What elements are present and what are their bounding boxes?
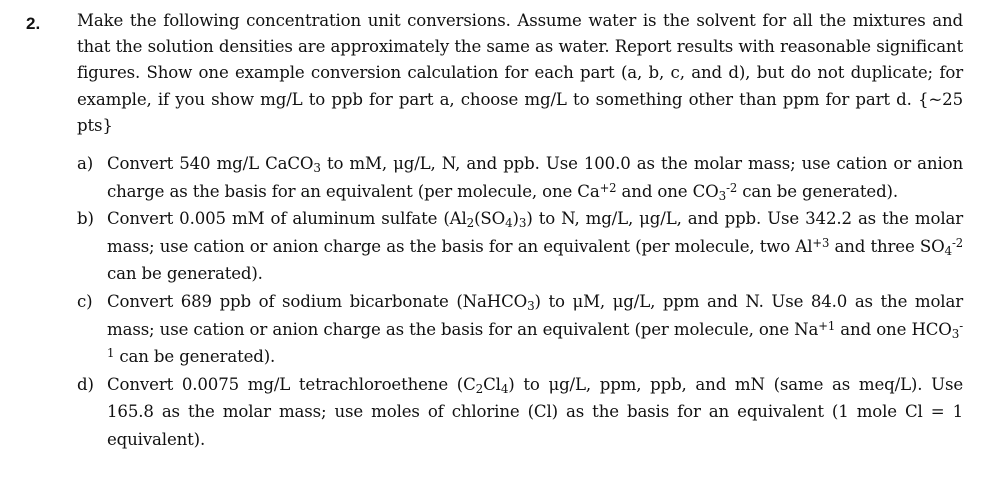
text-run: can be generated). [114, 347, 276, 367]
subscript: 4 [505, 216, 513, 231]
question-number: 2. [26, 14, 41, 33]
text-run: can be generated). [737, 181, 899, 201]
text-run: (SO [474, 209, 506, 229]
text-run: ) to μM, μg/L, ppm and N. Use 84.0 as the molar mass; use cation or anion charge as the basis for an equivalent (per molecule, one Na [107, 291, 963, 339]
part-label: c) [77, 291, 93, 311]
parts-list [77, 150, 963, 454]
subscript: 3 [951, 326, 960, 341]
superscript: +2 [599, 180, 617, 195]
subscript: 3 [313, 160, 321, 175]
text-run: Convert 0.005 mM of aluminum sulfate (Al [107, 209, 467, 229]
text-run: and three SO [829, 236, 945, 256]
text-run: Convert 540 mg/L CaCO [107, 154, 314, 173]
text-run: ) to N, mg/L, μg/L, and ppb. Use 342.2 as the molar mass; use cation or anion charge as the basis for an equivalent (per molecule, two Al [107, 209, 964, 256]
subscript: 3 [527, 298, 535, 313]
text-run: Cl [483, 374, 501, 394]
part-text [107, 205, 963, 288]
superscript: +1 [818, 318, 836, 333]
part-text [107, 150, 963, 205]
part-b [77, 205, 963, 288]
part-label: a) [77, 154, 94, 173]
text-run: ) [512, 209, 519, 229]
subscript: 4 [944, 243, 952, 258]
superscript: -1 [107, 318, 963, 360]
subscript: 2 [475, 381, 484, 396]
text-run: and one HCO [835, 319, 952, 339]
question-intro: Make the following concentration unit conversions. Assume water is the solvent for all the mixtures and that the solution densities are approximately the same as water. Report results with reasonable significant figures. Show one example conversion calculation for each part (a, b, c, and d), but do not duplicate; for example, if you show mg/L to ppb for part a, choose mg/L to something other than ppm for part d. {~25 pts} [77, 11, 963, 135]
part-label: b) [77, 209, 94, 229]
superscript: -2 [726, 180, 738, 195]
subscript: 3 [718, 188, 727, 203]
superscript: +3 [812, 235, 830, 250]
subscript: 4 [500, 381, 509, 396]
part-text [107, 371, 963, 454]
part-text [107, 288, 963, 371]
part-c [77, 288, 963, 371]
subscript: 3 [518, 216, 527, 231]
text-run: can be generated). [107, 264, 263, 284]
part-d [77, 371, 963, 454]
text-run: Convert 689 ppb of sodium bicarbonate (NaHCO [107, 291, 528, 311]
text-run: Convert 0.0075 mg/L tetrachloroethene (C [107, 374, 476, 394]
subscript: 2 [466, 216, 475, 231]
text-run: and one CO [616, 181, 719, 201]
part-label: d) [77, 374, 94, 394]
text-run: ) to μg/L, ppm, ppb, and mN (same as meq/L). Use 165.8 as the molar mass; use moles of chlorine (Cl) as the basis for an equivalent (1 mole Cl = 1 equivalent). [107, 374, 963, 449]
superscript: -2 [951, 235, 963, 250]
text-run: to mM, μg/L, N, and ppb. Use 100.0 as the molar mass; use cation or anion charge as the basis for an equivalent (per molecule, one Ca [107, 154, 963, 201]
part-a [77, 150, 963, 205]
